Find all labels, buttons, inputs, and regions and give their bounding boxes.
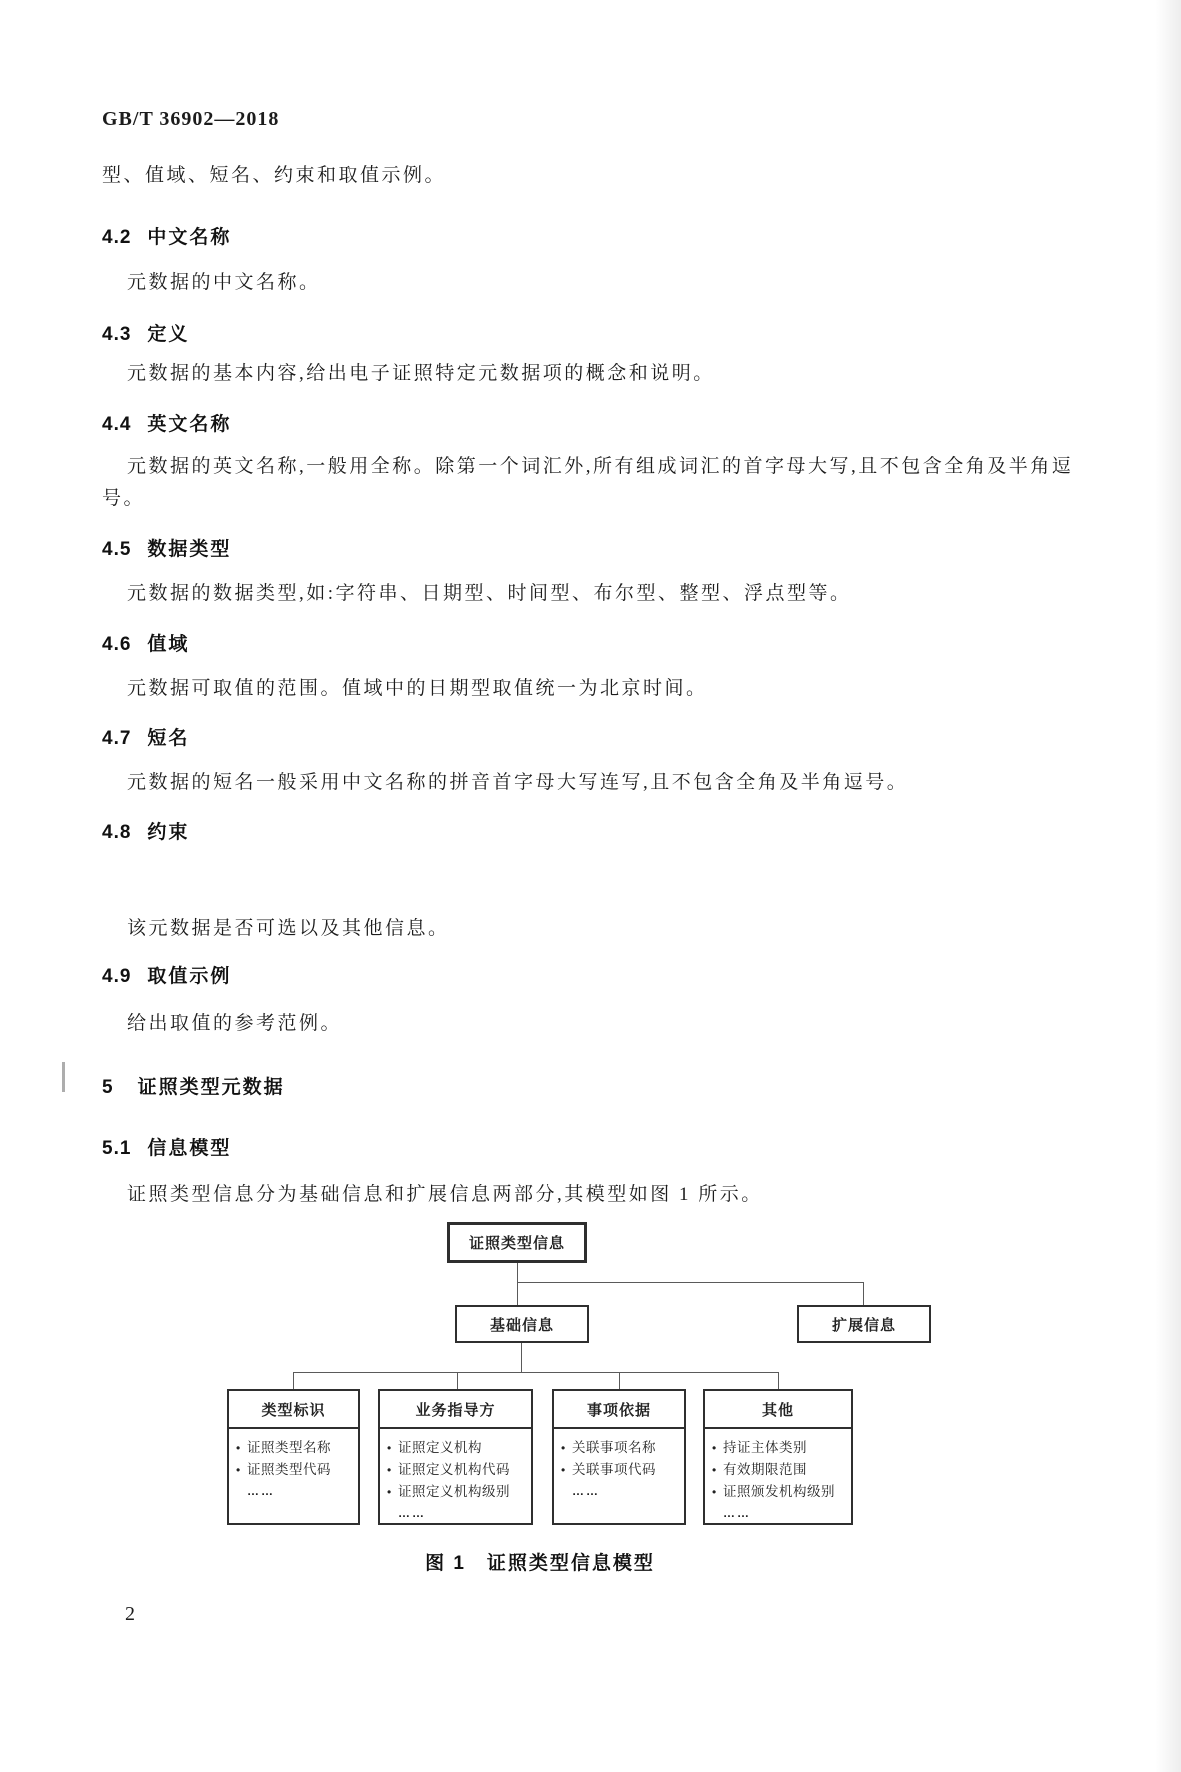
chapter-5-heading: [102, 1072, 285, 1099]
node-type-identification: [227, 1389, 360, 1525]
section-number: 5.1: [102, 1138, 132, 1159]
section-title: 短名: [147, 728, 190, 749]
page-number: 2: [125, 1603, 136, 1625]
figure-1-diagram: [0, 1200, 1181, 1620]
section-heading-4-3: [102, 319, 189, 346]
section-body-5-1: 证照类型信息分为基础信息和扩展信息两部分,其模型如图 1 所示。: [127, 1184, 763, 1205]
section-title: 定义: [147, 324, 190, 345]
bullet-icon: •: [712, 1441, 717, 1455]
section-title: 数据类型: [147, 539, 232, 560]
node-items: [554, 1429, 684, 1505]
item-text: 有效期限范围: [723, 1462, 807, 1477]
doc-code: GB/T 36902—2018: [102, 108, 280, 130]
connector-line: [517, 1282, 864, 1283]
item-text: 证照类型代码: [247, 1462, 331, 1477]
section-heading-4-4: [102, 409, 231, 436]
node-matter-basis: [552, 1389, 686, 1525]
section-heading-4-2: [102, 222, 231, 249]
ellipsis-item: ……: [723, 1506, 751, 1520]
list-item: [712, 1459, 846, 1481]
node-title: 类型标识: [229, 1391, 358, 1429]
section-title: 信息模型: [147, 1138, 232, 1159]
section-body-4-9: 给出取值的参考范例。: [127, 1013, 343, 1034]
node-items: [229, 1429, 358, 1505]
list-item: [712, 1481, 846, 1503]
ellipsis-item: ……: [398, 1506, 426, 1520]
item-text: 证照定义机构: [398, 1440, 482, 1455]
section-title: 取值示例: [147, 966, 232, 987]
node-other: [703, 1389, 853, 1525]
list-item: [387, 1437, 526, 1459]
section-title: 值域: [147, 634, 190, 655]
chapter-title: 证照类型元数据: [137, 1077, 285, 1098]
list-item: [387, 1481, 526, 1503]
section-body-4-4: 元数据的英文名称,一般用全称。除第一个词汇外,所有组成词汇的首字母大写,且不包含全角及半角逗号。: [102, 456, 1074, 509]
section-heading-4-6: [102, 629, 189, 656]
section-number: 4.7: [102, 728, 132, 749]
section-number: 4.6: [102, 634, 132, 655]
section-body-4-8: 该元数据是否可选以及其他信息。: [127, 918, 450, 939]
node-extended-info: 扩展信息: [797, 1305, 931, 1343]
node-title: 其他: [705, 1391, 851, 1429]
node-title: 业务指导方: [380, 1391, 531, 1429]
bullet-icon: •: [712, 1485, 717, 1499]
section-body-4-6: 元数据可取值的范围。值域中的日期型取值统一为北京时间。: [127, 678, 708, 699]
figure-caption: 图 1 证照类型信息模型: [425, 1553, 655, 1574]
bullet-icon: •: [387, 1463, 392, 1477]
section-title: 英文名称: [147, 414, 232, 435]
connector-line: [293, 1372, 779, 1373]
connector-line: [521, 1343, 522, 1372]
node-title: 事项依据: [554, 1391, 684, 1429]
item-text: 证照定义机构代码: [398, 1462, 510, 1477]
node-items: [705, 1429, 851, 1527]
bullet-icon: •: [712, 1463, 717, 1477]
section-body-4-3: 元数据的基本内容,给出电子证照特定元数据项的概念和说明。: [127, 363, 715, 384]
section-heading-4-9: [102, 961, 231, 988]
connector-line: [457, 1372, 458, 1389]
section-heading-4-7: [102, 723, 189, 750]
chapter-number: 5: [102, 1077, 114, 1098]
item-text: 证照颁发机构级别: [723, 1484, 835, 1499]
item-text: 持证主体类别: [723, 1440, 807, 1455]
ellipsis-item: ……: [572, 1484, 600, 1498]
bullet-icon: •: [561, 1441, 566, 1455]
node-items: [380, 1429, 531, 1527]
section-body-4-7: 元数据的短名一般采用中文名称的拼音首字母大写连写,且不包含全角及半角逗号。: [127, 772, 909, 793]
change-marker: [62, 1062, 65, 1092]
list-item: [387, 1459, 526, 1481]
list-item: [712, 1437, 846, 1459]
section-body-4-2: 元数据的中文名称。: [127, 272, 321, 293]
bullet-icon: •: [236, 1463, 241, 1477]
section-number: 4.4: [102, 414, 132, 435]
bullet-icon: •: [236, 1441, 241, 1455]
item-text: 关联事项代码: [572, 1462, 656, 1477]
list-item: [561, 1437, 679, 1459]
section-body-4-5: 元数据的数据类型,如:字符串、日期型、时间型、布尔型、整型、浮点型等。: [127, 583, 852, 604]
section-heading-4-8: [102, 817, 189, 844]
section-number: 4.2: [102, 227, 132, 248]
section-heading-4-5: [102, 534, 231, 561]
bullet-icon: •: [387, 1441, 392, 1455]
list-item: [561, 1459, 679, 1481]
section-number: 4.3: [102, 324, 132, 345]
list-item: [236, 1459, 353, 1481]
section-number: 4.5: [102, 539, 132, 560]
intro-paragraph: 型、值域、短名、约束和取值示例。: [102, 165, 447, 186]
list-item: [236, 1437, 353, 1459]
section-heading-5-1: [102, 1133, 231, 1160]
section-number: 4.9: [102, 966, 132, 987]
connector-line: [293, 1372, 294, 1389]
node-license-type-info: 证照类型信息: [447, 1222, 587, 1263]
node-business-guidance: [378, 1389, 533, 1525]
ellipsis-item: ……: [247, 1484, 275, 1498]
bullet-icon: •: [561, 1463, 566, 1477]
bullet-icon: •: [387, 1485, 392, 1499]
section-title: 中文名称: [147, 227, 232, 248]
connector-line: [863, 1282, 864, 1305]
connector-line: [778, 1372, 779, 1389]
item-text: 证照定义机构级别: [398, 1484, 510, 1499]
node-basic-info: 基础信息: [455, 1305, 589, 1343]
section-title: 约束: [147, 822, 190, 843]
connector-line: [517, 1263, 518, 1305]
item-text: 证照类型名称: [247, 1440, 331, 1455]
connector-line: [619, 1372, 620, 1389]
section-number: 4.8: [102, 822, 132, 843]
item-text: 关联事项名称: [572, 1440, 656, 1455]
